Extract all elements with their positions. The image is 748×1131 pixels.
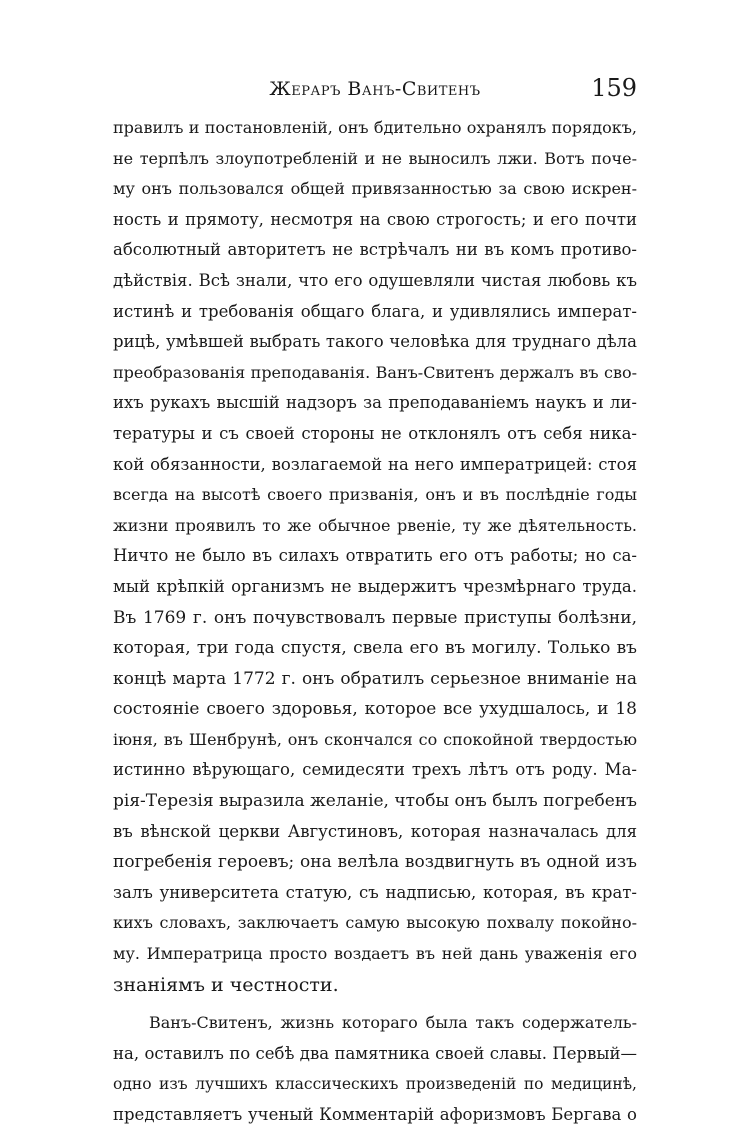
text-line: дѣйствія. Всѣ знали, что его одушевляли чистая любовь къ	[113, 270, 637, 290]
text-line: Ванъ-Свитенъ, жизнь котораго была такъ содержатель-	[149, 1013, 637, 1033]
text-line: залъ университета статую, съ надписью, которая, въ крат-	[113, 882, 637, 902]
page-number: 159	[591, 74, 637, 102]
text-line: не терпѣлъ злоупотребленій и не выносилъ лжи. Вотъ поче-	[113, 148, 637, 168]
text-line: всегда на высотѣ своего призванія, онъ и въ послѣдніе годы	[113, 485, 637, 505]
text-line: ность и прямоту, несмотря на свою строгость; и его почти	[113, 209, 637, 229]
body-text	[113, 113, 637, 1131]
text-line: которая, три года спустя, свела его въ могилу. Только въ	[113, 638, 637, 659]
text-line: абсолютный авторитетъ не встрѣчалъ ни въ комъ противо-	[113, 240, 637, 260]
text-line: тературы и съ своей стороны не отклонялъ отъ себя ника-	[113, 423, 637, 443]
text-line: въ вѣнской церкви Августиновъ, которая назначалась для	[113, 821, 637, 841]
text-line: іюня, въ Шенбрунѣ, онъ скончался со спокойной твердостью	[113, 729, 637, 749]
text-line: правилъ и постановленій, онъ бдительно охранялъ порядокъ,	[113, 118, 637, 137]
text-line: рицѣ, умѣвшей выбрать такого человѣка для труднаго дѣла	[113, 332, 637, 352]
text-line: му. Императрица просто воздаетъ въ ней дань уваженія его	[113, 944, 637, 964]
running-title: Жераръ Ванъ-Свитенъ	[269, 78, 481, 100]
running-head	[113, 74, 637, 110]
paragraph-gap	[113, 1000, 637, 1008]
text-line: преобразованія преподаванія. Ванъ-Свитенъ держалъ въ сво-	[113, 362, 637, 382]
text-line: кихъ словахъ, заключаетъ самую высокую похвалу покойно-	[113, 913, 637, 933]
text-line: погребенія героевъ; она велѣла воздвигнуть въ одной изъ	[113, 852, 637, 873]
text-line: представляетъ ученый Комментарій афоризмовъ Бергава о	[113, 1105, 637, 1124]
text-line: знаніямъ и честности.	[113, 973, 339, 996]
text-line: истинѣ и требованія общаго блага, и удивлялись императ-	[113, 301, 637, 321]
text-line: Ничто не было въ силахъ отвратить его отъ работы; но са-	[113, 546, 637, 566]
text-line: на, оставилъ по себѣ два памятника своей славы. Первый—	[113, 1043, 637, 1063]
text-line: состояніе своего здоровья, которое все ухудшалось, и 18	[113, 699, 637, 720]
text-line: Въ 1769 г. онъ почувствовалъ первые приступы болѣзни,	[113, 607, 637, 628]
text-line: концѣ марта 1772 г. онъ обратилъ серьезное вниманіе на	[113, 668, 637, 689]
paragraph	[113, 113, 637, 1000]
text-line: истинно вѣрующаго, семидесяти трехъ лѣтъ отъ роду. Ма-	[113, 760, 637, 780]
text-line: одно изъ лучшихъ классическихъ произведеній по медицинѣ,	[113, 1075, 637, 1094]
text-line: кой обязанности, возлагаемой на него императрицей: стоя	[113, 454, 637, 474]
text-line: ихъ рукахъ высшій надзоръ за преподаваніемъ наукъ и ли-	[113, 393, 637, 413]
text-line: му онъ пользовался общей привязанностью за свою искрен-	[113, 179, 637, 199]
text-line: мый крѣпкій организмъ не выдержитъ чрезмѣрнаго труда.	[113, 576, 637, 596]
paragraph	[113, 1008, 637, 1130]
text-line: жизни проявилъ то же обычное рвеніе, ту же дѣятельность.	[113, 515, 637, 535]
text-line: рія-Терезія выразила желаніе, чтобы онъ былъ погребенъ	[113, 791, 637, 812]
